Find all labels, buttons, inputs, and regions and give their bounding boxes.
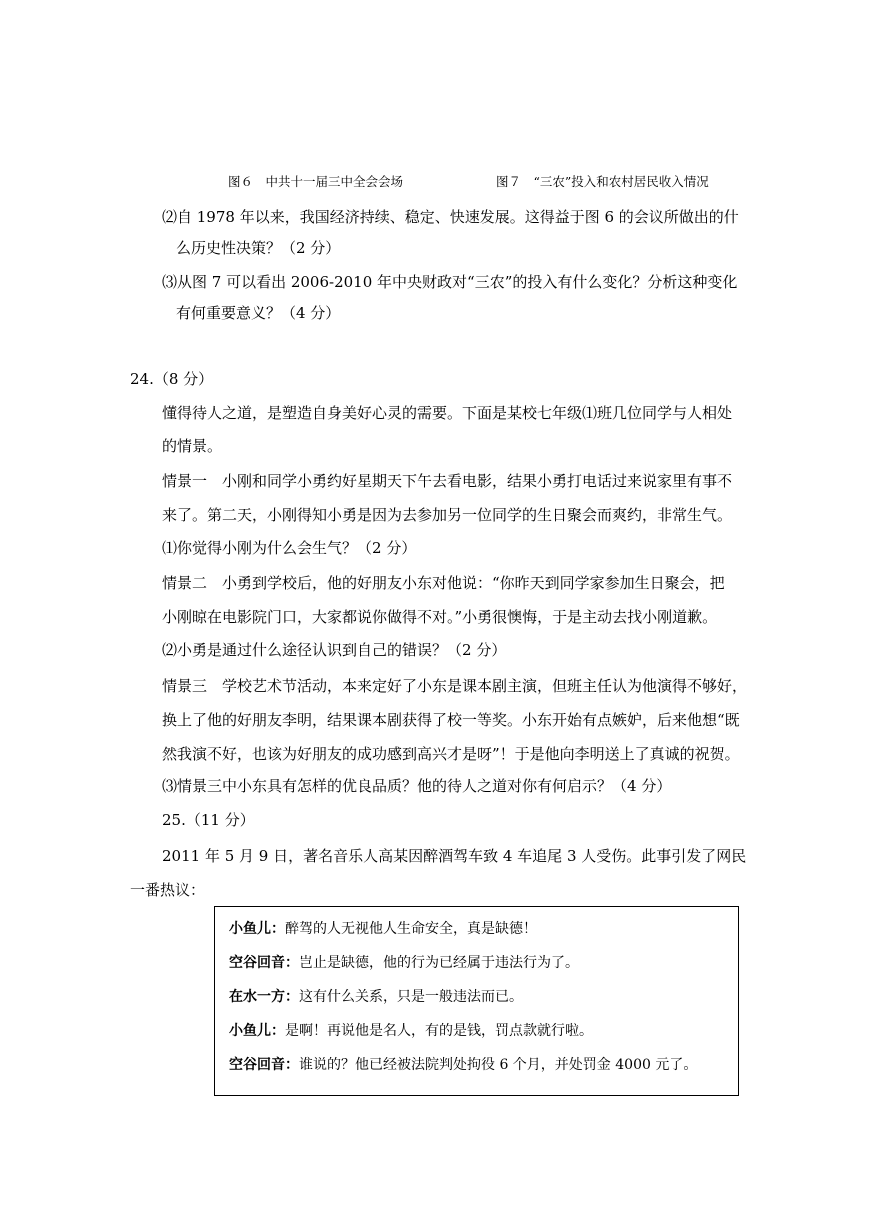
dialogue-line <box>229 919 537 939</box>
q24-intro-cont: 的情景。 <box>162 437 223 455</box>
q24-intro: 懂得待人之道，是塑造自身美好心灵的需要。下面是某校七年级⑴班几位同学与人相处 <box>162 404 733 422</box>
q24-scene-3: 情景三 学校艺术节活动，本来定好了小东是课本剧主演，但班主任认为他演得不够好， <box>162 677 748 695</box>
dialogue-line <box>229 987 523 1007</box>
figure-captions <box>0 172 869 192</box>
q24-heading: 24.（8 分） <box>130 370 214 388</box>
q25-intro: 2011 年 5 月 9 日，著名音乐人高某因醉酒驾车致 4 车追尾 3 人受伤。此事引发了网民 <box>162 847 747 865</box>
q24-scene-3-cont-2: 然我演不好，也该为好朋友的成功感到高兴才是呀”！于是他向李明送上了真诚的祝贺。 <box>162 745 740 763</box>
dialogue-line <box>229 1021 593 1041</box>
dialogue-text: 是啊！再说他是名人，有的是钱，罚点款就行啦。 <box>285 1023 593 1039</box>
q24-sub-question-3: ⑶情景三中小东具有怎样的优良品质？他的待人之道对你有何启示？（4 分） <box>162 777 672 795</box>
q23-sub3-text-cont: 有何重要意义？（4 分） <box>176 304 341 322</box>
q23-sub2-text: ⑵自 1978 年以来，我国经济持续、稳定、快速发展。这得益于图 6 的会议所做出的什 <box>162 208 739 226</box>
dialogue-line <box>229 953 579 973</box>
q24-scene-2-cont: 小刚晾在电影院门口，大家都说你做得不对。”小勇很懊悔，于是主动去找小刚道歉。 <box>162 608 718 626</box>
dialogue-text: 醉驾的人无视他人生命安全，真是缺德！ <box>285 921 537 937</box>
q23-sub2-text-cont: 么历史性决策？（2 分） <box>176 239 341 257</box>
figure-7-caption: 图７ “三农”投入和农村居民收入情况 <box>496 174 709 189</box>
figure-6-caption: 图６ 中共十一届三中全会会场 <box>228 174 404 189</box>
dialogue-line <box>229 1055 697 1075</box>
q24-scene-1-cont: 来了。第二天，小刚得知小勇是因为去参加另一位同学的生日聚会而爽约，非常生气。 <box>162 506 733 524</box>
dialogue-speaker: 在水一方： <box>229 989 299 1005</box>
dialogue-speaker: 空谷回音： <box>229 955 299 971</box>
q25-intro-cont: 一番热议： <box>130 881 206 899</box>
q24-scene-1: 情景一 小刚和同学小勇约好星期天下午去看电影，结果小勇打电话过来说家里有事不 <box>162 472 733 490</box>
q24-scene-3-cont: 换上了他的好朋友李明，结果课本剧获得了校一等奖。小东开始有点嫉妒，后来他想“既 <box>162 711 740 729</box>
q24-sub-question-1: ⑴你觉得小刚为什么会生气？（2 分） <box>162 539 417 557</box>
dialogue-speaker: 小鱼儿： <box>229 1023 285 1039</box>
q24-sub-question-2: ⑵小勇是通过什么途径认识到自己的错误？（2 分） <box>162 641 507 659</box>
q23-sub3-text: ⑶从图 7 可以看出 2006-2010 年中央财政对“三农”的投入有什么变化？分析这种变化 <box>162 273 738 291</box>
dialogue-speaker: 空谷回音： <box>229 1057 299 1073</box>
q25-heading: 25.（11 分） <box>162 811 255 829</box>
netizen-dialogue-box <box>214 906 739 1096</box>
q24-scene-2: 情景二 小勇到学校后，他的好朋友小东对他说：“你昨天到同学家参加生日聚会，把 <box>162 574 725 592</box>
dialogue-text: 这有什么关系，只是一般违法而已。 <box>299 989 523 1005</box>
dialogue-speaker: 小鱼儿： <box>229 921 285 937</box>
dialogue-text: 岂止是缺德，他的行为已经属于违法行为了。 <box>299 955 579 971</box>
dialogue-text: 谁说的？他已经被法院判处拘役 6 个月，并处罚金 4000 元了。 <box>299 1057 698 1073</box>
